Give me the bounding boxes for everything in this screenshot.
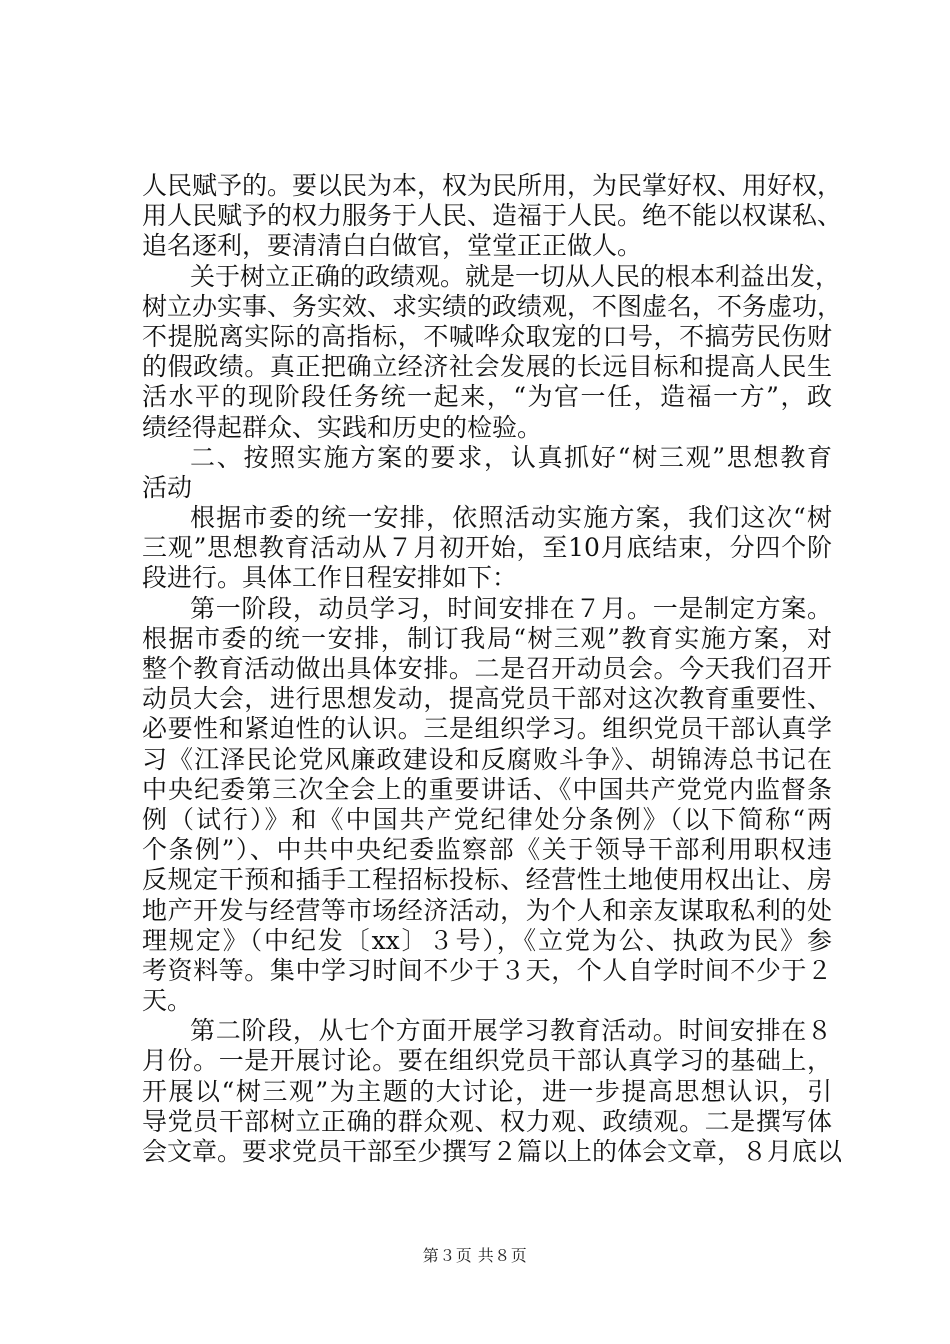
text-line: 理规定》（中纪发〔xx〕３号），《立党为公、执政为民》参 [142, 925, 832, 955]
text-line: 不提脱离实际的高指标，不喊哗众取宠的口号，不搞劳民伤财 [142, 321, 832, 351]
text-line: 绩经得起群众、实践和历史的检验。 [142, 412, 543, 442]
text-line: 第一阶段，动员学习，时间安排在７月。一是制定方案。 [190, 593, 832, 623]
page-number-footer: 第３页 共８页 [422, 1246, 528, 1265]
text-line: 追名逐利，要清清白白做官，堂堂正正做人。 [142, 231, 643, 261]
text-line: 活水平的现阶段任务统一起来，“为官一任，造福一方”，政 [142, 382, 832, 412]
text-line: 必要性和紧迫性的认识。三是组织学习。组织党员干部认真学 [142, 714, 832, 744]
text-line: 二、按照实施方案的要求，认真抓好“树三观”思想教育 [190, 442, 832, 472]
text-line: 地产开发与经营等市场经济活动，为个人和亲友谋取私利的处 [142, 895, 832, 925]
text-line: 个条例”）、中共中央纪委监察部《关于领导干部利用职权违 [142, 835, 832, 865]
text-line: 树立办实事、务实效、求实绩的政绩观，不图虚名，不务虚功， [142, 291, 843, 321]
text-line: 关于树立正确的政绩观。就是一切从人民的根本利益出发， [190, 261, 841, 291]
paragraph-people-power [142, 171, 843, 262]
text-line: 天。 [142, 986, 193, 1016]
paragraph-achievement-view [142, 261, 843, 443]
text-line: 根据市委的统一安排，依照活动实施方案，我们这次“树 [190, 503, 832, 533]
document-body [142, 171, 843, 1167]
paragraph-phase-one [142, 594, 832, 1017]
text-line: 人民赋予的。要以民为本，权为民所用，为民掌好权、用好权， [142, 171, 843, 200]
section-heading-two [142, 443, 832, 503]
text-line: 整个教育活动做出具体安排。二是召开动员会。今天我们召开 [142, 654, 832, 683]
text-line: 根据市委的统一安排，制订我局“树三观”教育实施方案，对 [142, 623, 832, 653]
text-line: 动员大会，进行思想发动，提高党员干部对这次教育重要性、 [142, 684, 832, 714]
text-line: 第二阶段，从七个方面开展学习教育活动。时间安排在８ [190, 1016, 832, 1046]
text-line: 例（试行）》和《中国共产党纪律处分条例》（以下简称“两 [142, 804, 832, 834]
text-line: 三观”思想教育活动从７月初开始，至10月底结束，分四个阶 [142, 533, 832, 563]
text-line: 中央纪委第三次全会上的重要讲话、《中国共产党党内监督条 [142, 774, 832, 804]
text-line: 的假政绩。真正把确立经济社会发展的长远目标和提高人民生 [142, 352, 832, 382]
text-line: 导党员干部树立正确的群众观、权力观、政绩观。二是撰写体 [142, 1106, 832, 1136]
text-line: 用人民赋予的权力服务于人民、造福于人民。绝不能以权谋私、 [142, 201, 843, 231]
text-line: 反规定干预和插手工程招标投标、经营性土地使用权出让、房 [142, 865, 832, 895]
text-line: 段进行。具体工作日程安排如下： [142, 563, 518, 593]
text-line: 活动 [142, 472, 193, 502]
text-line: 会文章。要求党员干部至少撰写２篇以上的体会文章，８月底以 [142, 1137, 843, 1166]
text-line: 考资料等。集中学习时间不少于３天，个人自学时间不少于２ [142, 955, 832, 985]
paragraph-schedule-intro [142, 503, 832, 594]
text-line: 开展以“树三观”为主题的大讨论，进一步提高思想认识，引 [142, 1076, 832, 1106]
paragraph-phase-two [142, 1016, 843, 1167]
text-line: 月份。一是开展讨论。要在组织党员干部认真学习的基础上， [142, 1046, 832, 1076]
text-line: 习《江泽民论党风廉政建设和反腐败斗争》、胡锦涛总书记在 [142, 744, 832, 774]
